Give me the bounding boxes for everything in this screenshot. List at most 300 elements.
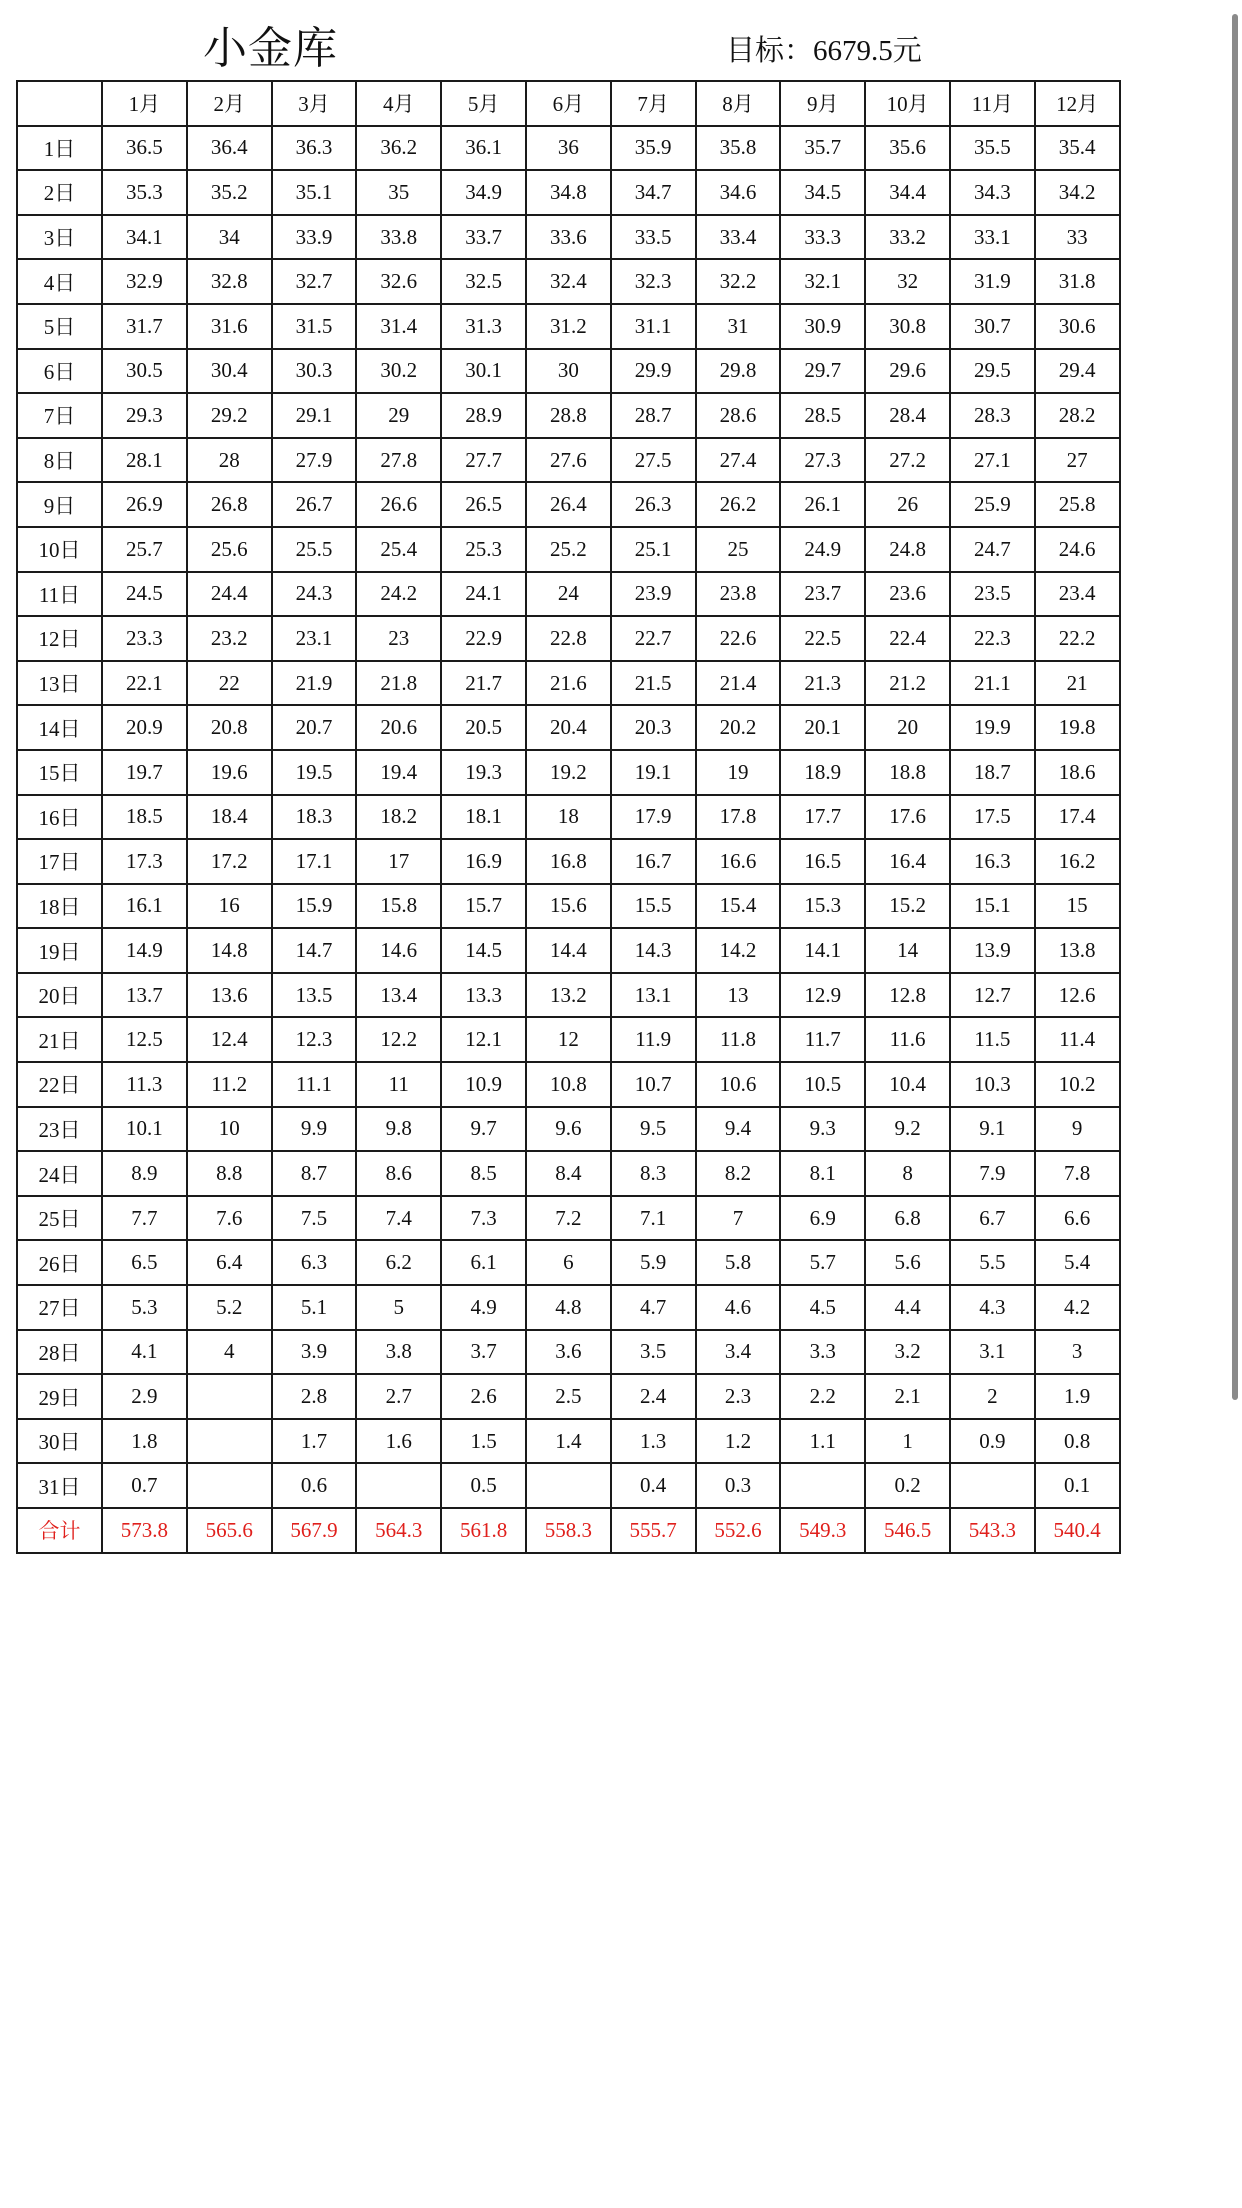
- amount-cell: 1.6: [356, 1419, 441, 1464]
- amount-cell: 5.8: [696, 1240, 781, 1285]
- amount-cell: 19.5: [272, 750, 357, 795]
- amount-cell: 0.3: [696, 1463, 781, 1508]
- amount-cell: 7.2: [526, 1196, 611, 1241]
- amount-cell: 3.7: [441, 1330, 526, 1375]
- amount-cell: 1.7: [272, 1419, 357, 1464]
- table-row: [17, 795, 1120, 840]
- amount-cell: 18.6: [1035, 750, 1120, 795]
- amount-cell: 20.7: [272, 705, 357, 750]
- target-label: 目标：: [726, 33, 814, 67]
- amount-cell: 4.1: [102, 1330, 187, 1375]
- amount-cell: 36.4: [187, 126, 272, 171]
- amount-cell: 33: [1035, 215, 1120, 260]
- total-cell: 564.3: [356, 1508, 441, 1553]
- amount-cell: 35: [356, 170, 441, 215]
- amount-cell: 3.5: [611, 1330, 696, 1375]
- amount-cell: 24.4: [187, 572, 272, 617]
- amount-cell: 32.9: [102, 259, 187, 304]
- amount-cell: 10.5: [780, 1062, 865, 1107]
- amount-cell: 30.4: [187, 349, 272, 394]
- amount-cell: 23.4: [1035, 572, 1120, 617]
- amount-cell: 1.3: [611, 1419, 696, 1464]
- amount-cell: 34.3: [950, 170, 1035, 215]
- amount-cell: 33.1: [950, 215, 1035, 260]
- amount-cell: 4.9: [441, 1285, 526, 1330]
- amount-cell: 26.3: [611, 482, 696, 527]
- amount-cell: 17.8: [696, 795, 781, 840]
- amount-cell: 22: [187, 661, 272, 706]
- amount-cell: 35.4: [1035, 126, 1120, 171]
- amount-cell: 20.2: [696, 705, 781, 750]
- table-row: [17, 527, 1120, 572]
- day-label: 30日: [17, 1419, 102, 1464]
- amount-cell: 29.6: [865, 349, 950, 394]
- total-cell: 558.3: [526, 1508, 611, 1553]
- amount-cell: 31.6: [187, 304, 272, 349]
- corner-cell: [17, 81, 102, 126]
- day-label: 23日: [17, 1107, 102, 1152]
- amount-cell: 15.7: [441, 884, 526, 929]
- total-cell: 546.5: [865, 1508, 950, 1553]
- amount-cell: 7.5: [272, 1196, 357, 1241]
- amount-cell: 23.9: [611, 572, 696, 617]
- amount-cell: 25.5: [272, 527, 357, 572]
- amount-cell: 0.9: [950, 1419, 1035, 1464]
- amount-cell: 5.3: [102, 1285, 187, 1330]
- amount-cell: 35.3: [102, 170, 187, 215]
- month-header: 5月: [441, 81, 526, 126]
- savings-table: [16, 80, 1121, 1554]
- amount-cell: 0.2: [865, 1463, 950, 1508]
- amount-cell: 27.3: [780, 438, 865, 483]
- amount-cell: 10.3: [950, 1062, 1035, 1107]
- amount-cell: 30.5: [102, 349, 187, 394]
- total-cell: 567.9: [272, 1508, 357, 1553]
- amount-cell: 33.4: [696, 215, 781, 260]
- amount-cell: 29.3: [102, 393, 187, 438]
- amount-cell: 3: [1035, 1330, 1120, 1375]
- total-cell: 540.4: [1035, 1508, 1120, 1553]
- amount-cell: 11.7: [780, 1017, 865, 1062]
- target-value: 6679.5: [813, 35, 893, 67]
- target-unit: 元: [892, 33, 922, 67]
- amount-cell: 25.4: [356, 527, 441, 572]
- amount-cell: 36.5: [102, 126, 187, 171]
- month-header: 3月: [272, 81, 357, 126]
- amount-cell: 10.4: [865, 1062, 950, 1107]
- amount-cell: 14.8: [187, 928, 272, 973]
- amount-cell: 30.8: [865, 304, 950, 349]
- amount-cell: 2.3: [696, 1374, 781, 1419]
- amount-cell: [526, 1463, 611, 1508]
- amount-cell: 6: [526, 1240, 611, 1285]
- amount-cell: 24.2: [356, 572, 441, 617]
- amount-cell: 14.7: [272, 928, 357, 973]
- table-row: [17, 482, 1120, 527]
- amount-cell: 35.8: [696, 126, 781, 171]
- amount-cell: 20.6: [356, 705, 441, 750]
- amount-cell: 2.7: [356, 1374, 441, 1419]
- amount-cell: 13.9: [950, 928, 1035, 973]
- amount-cell: 25: [696, 527, 781, 572]
- amount-cell: 14.9: [102, 928, 187, 973]
- amount-cell: 1: [865, 1419, 950, 1464]
- amount-cell: 18.1: [441, 795, 526, 840]
- amount-cell: 31.1: [611, 304, 696, 349]
- table-row: [17, 1463, 1120, 1508]
- amount-cell: 24.7: [950, 527, 1035, 572]
- amount-cell: 33.6: [526, 215, 611, 260]
- amount-cell: 17.3: [102, 839, 187, 884]
- amount-cell: 6.1: [441, 1240, 526, 1285]
- amount-cell: 8.6: [356, 1151, 441, 1196]
- day-label: 20日: [17, 973, 102, 1018]
- amount-cell: 18.8: [865, 750, 950, 795]
- amount-cell: 35.5: [950, 126, 1035, 171]
- table-row: [17, 661, 1120, 706]
- amount-cell: 32: [865, 259, 950, 304]
- amount-cell: 22.1: [102, 661, 187, 706]
- amount-cell: 5.6: [865, 1240, 950, 1285]
- amount-cell: 10.1: [102, 1107, 187, 1152]
- amount-cell: 0.7: [102, 1463, 187, 1508]
- amount-cell: 30: [526, 349, 611, 394]
- day-label: 3日: [17, 215, 102, 260]
- amount-cell: 5.4: [1035, 1240, 1120, 1285]
- amount-cell: 7.8: [1035, 1151, 1120, 1196]
- amount-cell: 28.3: [950, 393, 1035, 438]
- amount-cell: 16.5: [780, 839, 865, 884]
- table-row: [17, 349, 1120, 394]
- amount-cell: 34.2: [1035, 170, 1120, 215]
- amount-cell: 8: [865, 1151, 950, 1196]
- amount-cell: 31.8: [1035, 259, 1120, 304]
- amount-cell: 34: [187, 215, 272, 260]
- amount-cell: 10.2: [1035, 1062, 1120, 1107]
- amount-cell: 8.4: [526, 1151, 611, 1196]
- amount-cell: 23.3: [102, 616, 187, 661]
- amount-cell: 7: [696, 1196, 781, 1241]
- amount-cell: 28.9: [441, 393, 526, 438]
- amount-cell: 23.5: [950, 572, 1035, 617]
- amount-cell: 21.7: [441, 661, 526, 706]
- amount-cell: 10.7: [611, 1062, 696, 1107]
- amount-cell: 11.4: [1035, 1017, 1120, 1062]
- amount-cell: 15.1: [950, 884, 1035, 929]
- amount-cell: 22.8: [526, 616, 611, 661]
- amount-cell: 17.4: [1035, 795, 1120, 840]
- amount-cell: 23.1: [272, 616, 357, 661]
- day-label: 1日: [17, 126, 102, 171]
- day-label: 28日: [17, 1330, 102, 1375]
- amount-cell: 6.5: [102, 1240, 187, 1285]
- amount-cell: 0.8: [1035, 1419, 1120, 1464]
- amount-cell: 15.2: [865, 884, 950, 929]
- scrollbar-thumb[interactable]: [1232, 14, 1238, 1400]
- table-row: [17, 215, 1120, 260]
- amount-cell: 1.8: [102, 1419, 187, 1464]
- day-label: 12日: [17, 616, 102, 661]
- table-row: [17, 1196, 1120, 1241]
- amount-cell: 22.2: [1035, 616, 1120, 661]
- amount-cell: 9.3: [780, 1107, 865, 1152]
- table-row: [17, 1330, 1120, 1375]
- amount-cell: 9.4: [696, 1107, 781, 1152]
- amount-cell: 11.1: [272, 1062, 357, 1107]
- amount-cell: 9.7: [441, 1107, 526, 1152]
- amount-cell: 30.6: [1035, 304, 1120, 349]
- day-label: 13日: [17, 661, 102, 706]
- amount-cell: 13.5: [272, 973, 357, 1018]
- day-label: 14日: [17, 705, 102, 750]
- table-row: [17, 438, 1120, 483]
- month-header: 11月: [950, 81, 1035, 126]
- amount-cell: 32.1: [780, 259, 865, 304]
- amount-cell: 25.2: [526, 527, 611, 572]
- amount-cell: 19.6: [187, 750, 272, 795]
- amount-cell: 12.7: [950, 973, 1035, 1018]
- amount-cell: 24.6: [1035, 527, 1120, 572]
- amount-cell: [187, 1463, 272, 1508]
- table-row: [17, 1240, 1120, 1285]
- page-title: 小金库: [203, 23, 338, 74]
- amount-cell: 17.7: [780, 795, 865, 840]
- amount-cell: 16.7: [611, 839, 696, 884]
- amount-cell: 11.5: [950, 1017, 1035, 1062]
- amount-cell: 26.6: [356, 482, 441, 527]
- amount-cell: 14.2: [696, 928, 781, 973]
- total-row: [17, 1508, 1120, 1553]
- amount-cell: 28.1: [102, 438, 187, 483]
- amount-cell: 9.6: [526, 1107, 611, 1152]
- amount-cell: 9.2: [865, 1107, 950, 1152]
- amount-cell: 10: [187, 1107, 272, 1152]
- amount-cell: 5.2: [187, 1285, 272, 1330]
- amount-cell: 34.7: [611, 170, 696, 215]
- table-row: [17, 1419, 1120, 1464]
- amount-cell: 28.4: [865, 393, 950, 438]
- amount-cell: 16.1: [102, 884, 187, 929]
- table-row: [17, 126, 1120, 171]
- amount-cell: 14: [865, 928, 950, 973]
- month-header: 7月: [611, 81, 696, 126]
- amount-cell: 32.4: [526, 259, 611, 304]
- amount-cell: 24: [526, 572, 611, 617]
- amount-cell: 20.5: [441, 705, 526, 750]
- amount-cell: 29.4: [1035, 349, 1120, 394]
- amount-cell: 21.3: [780, 661, 865, 706]
- amount-cell: 23.7: [780, 572, 865, 617]
- amount-cell: 31.3: [441, 304, 526, 349]
- amount-cell: 14.4: [526, 928, 611, 973]
- amount-cell: [356, 1463, 441, 1508]
- amount-cell: 13: [696, 973, 781, 1018]
- amount-cell: 12.8: [865, 973, 950, 1018]
- amount-cell: 26.9: [102, 482, 187, 527]
- amount-cell: 4.4: [865, 1285, 950, 1330]
- amount-cell: 31.2: [526, 304, 611, 349]
- amount-cell: 31.9: [950, 259, 1035, 304]
- amount-cell: 2.6: [441, 1374, 526, 1419]
- amount-cell: 16.6: [696, 839, 781, 884]
- amount-cell: 12.4: [187, 1017, 272, 1062]
- amount-cell: 27.9: [272, 438, 357, 483]
- amount-cell: 25.9: [950, 482, 1035, 527]
- amount-cell: 6.8: [865, 1196, 950, 1241]
- amount-cell: 8.1: [780, 1151, 865, 1196]
- vertical-scrollbar[interactable]: [1228, 0, 1242, 2208]
- amount-cell: 20.8: [187, 705, 272, 750]
- amount-cell: 15.4: [696, 884, 781, 929]
- amount-cell: 1.4: [526, 1419, 611, 1464]
- amount-cell: 2: [950, 1374, 1035, 1419]
- amount-cell: 1.5: [441, 1419, 526, 1464]
- table-row: [17, 572, 1120, 617]
- day-label: 24日: [17, 1151, 102, 1196]
- table-row: [17, 1374, 1120, 1419]
- amount-cell: 5.7: [780, 1240, 865, 1285]
- amount-cell: 19.9: [950, 705, 1035, 750]
- amount-cell: 30.7: [950, 304, 1035, 349]
- amount-cell: 17: [356, 839, 441, 884]
- table-row: [17, 1062, 1120, 1107]
- amount-cell: 15.6: [526, 884, 611, 929]
- amount-cell: [187, 1374, 272, 1419]
- amount-cell: 10.6: [696, 1062, 781, 1107]
- amount-cell: 2.4: [611, 1374, 696, 1419]
- amount-cell: 3.3: [780, 1330, 865, 1375]
- amount-cell: 7.9: [950, 1151, 1035, 1196]
- amount-cell: 22.5: [780, 616, 865, 661]
- amount-cell: 19.1: [611, 750, 696, 795]
- amount-cell: 2.1: [865, 1374, 950, 1419]
- amount-cell: 9: [1035, 1107, 1120, 1152]
- month-header: 12月: [1035, 81, 1120, 126]
- amount-cell: 29.1: [272, 393, 357, 438]
- amount-cell: 34.8: [526, 170, 611, 215]
- amount-cell: 29.7: [780, 349, 865, 394]
- amount-cell: 29.9: [611, 349, 696, 394]
- table-row: [17, 1151, 1120, 1196]
- table-row: [17, 616, 1120, 661]
- amount-cell: 31.4: [356, 304, 441, 349]
- amount-cell: 10.9: [441, 1062, 526, 1107]
- amount-cell: 25.8: [1035, 482, 1120, 527]
- amount-cell: 19.3: [441, 750, 526, 795]
- amount-cell: 8.3: [611, 1151, 696, 1196]
- amount-cell: 18.4: [187, 795, 272, 840]
- amount-cell: 33.8: [356, 215, 441, 260]
- amount-cell: 27: [1035, 438, 1120, 483]
- amount-cell: 14.6: [356, 928, 441, 973]
- amount-cell: 15.3: [780, 884, 865, 929]
- amount-cell: 11.9: [611, 1017, 696, 1062]
- amount-cell: 7.6: [187, 1196, 272, 1241]
- amount-cell: 27.8: [356, 438, 441, 483]
- amount-cell: 28.5: [780, 393, 865, 438]
- amount-cell: 28.8: [526, 393, 611, 438]
- total-cell: 549.3: [780, 1508, 865, 1553]
- table-row: [17, 304, 1120, 349]
- amount-cell: 4.2: [1035, 1285, 1120, 1330]
- amount-cell: [187, 1419, 272, 1464]
- amount-cell: 34.6: [696, 170, 781, 215]
- amount-cell: 18.7: [950, 750, 1035, 795]
- table-row: [17, 1017, 1120, 1062]
- amount-cell: 30.2: [356, 349, 441, 394]
- amount-cell: 33.7: [441, 215, 526, 260]
- day-label: 21日: [17, 1017, 102, 1062]
- amount-cell: 21.1: [950, 661, 1035, 706]
- amount-cell: 19: [696, 750, 781, 795]
- amount-cell: 5.9: [611, 1240, 696, 1285]
- amount-cell: 0.5: [441, 1463, 526, 1508]
- amount-cell: 12.9: [780, 973, 865, 1018]
- amount-cell: 15: [1035, 884, 1120, 929]
- amount-cell: 16.9: [441, 839, 526, 884]
- table-row: [17, 928, 1120, 973]
- amount-cell: 19.7: [102, 750, 187, 795]
- amount-cell: 6.6: [1035, 1196, 1120, 1241]
- total-cell: 543.3: [950, 1508, 1035, 1553]
- amount-cell: 27.1: [950, 438, 1035, 483]
- table-row: [17, 750, 1120, 795]
- amount-cell: 6.2: [356, 1240, 441, 1285]
- day-label: 19日: [17, 928, 102, 973]
- amount-cell: 2.8: [272, 1374, 357, 1419]
- amount-cell: 17.6: [865, 795, 950, 840]
- amount-cell: 28.2: [1035, 393, 1120, 438]
- amount-cell: 13.6: [187, 973, 272, 1018]
- amount-cell: 34.1: [102, 215, 187, 260]
- amount-cell: 15.9: [272, 884, 357, 929]
- savings-target: [726, 30, 922, 71]
- amount-cell: 21.9: [272, 661, 357, 706]
- amount-cell: 3.9: [272, 1330, 357, 1375]
- month-header: 4月: [356, 81, 441, 126]
- amount-cell: 3.4: [696, 1330, 781, 1375]
- amount-cell: 13.3: [441, 973, 526, 1018]
- amount-cell: 16.4: [865, 839, 950, 884]
- amount-cell: 35.7: [780, 126, 865, 171]
- amount-cell: 36.1: [441, 126, 526, 171]
- amount-cell: 35.6: [865, 126, 950, 171]
- amount-cell: 19.8: [1035, 705, 1120, 750]
- amount-cell: 14.5: [441, 928, 526, 973]
- amount-cell: 22.6: [696, 616, 781, 661]
- amount-cell: 0.6: [272, 1463, 357, 1508]
- amount-cell: 25.6: [187, 527, 272, 572]
- amount-cell: 9.1: [950, 1107, 1035, 1152]
- table-row: [17, 170, 1120, 215]
- table-row: [17, 705, 1120, 750]
- amount-cell: 34.5: [780, 170, 865, 215]
- amount-cell: 6.3: [272, 1240, 357, 1285]
- amount-cell: 8.2: [696, 1151, 781, 1196]
- amount-cell: 26.1: [780, 482, 865, 527]
- amount-cell: 24.3: [272, 572, 357, 617]
- amount-cell: 11.8: [696, 1017, 781, 1062]
- amount-cell: 4.7: [611, 1285, 696, 1330]
- amount-cell: 23.6: [865, 572, 950, 617]
- amount-cell: 9.8: [356, 1107, 441, 1152]
- amount-cell: 4: [187, 1330, 272, 1375]
- amount-cell: 33.5: [611, 215, 696, 260]
- amount-cell: 17.9: [611, 795, 696, 840]
- amount-cell: 1.1: [780, 1419, 865, 1464]
- amount-cell: 30.9: [780, 304, 865, 349]
- amount-cell: 8.7: [272, 1151, 357, 1196]
